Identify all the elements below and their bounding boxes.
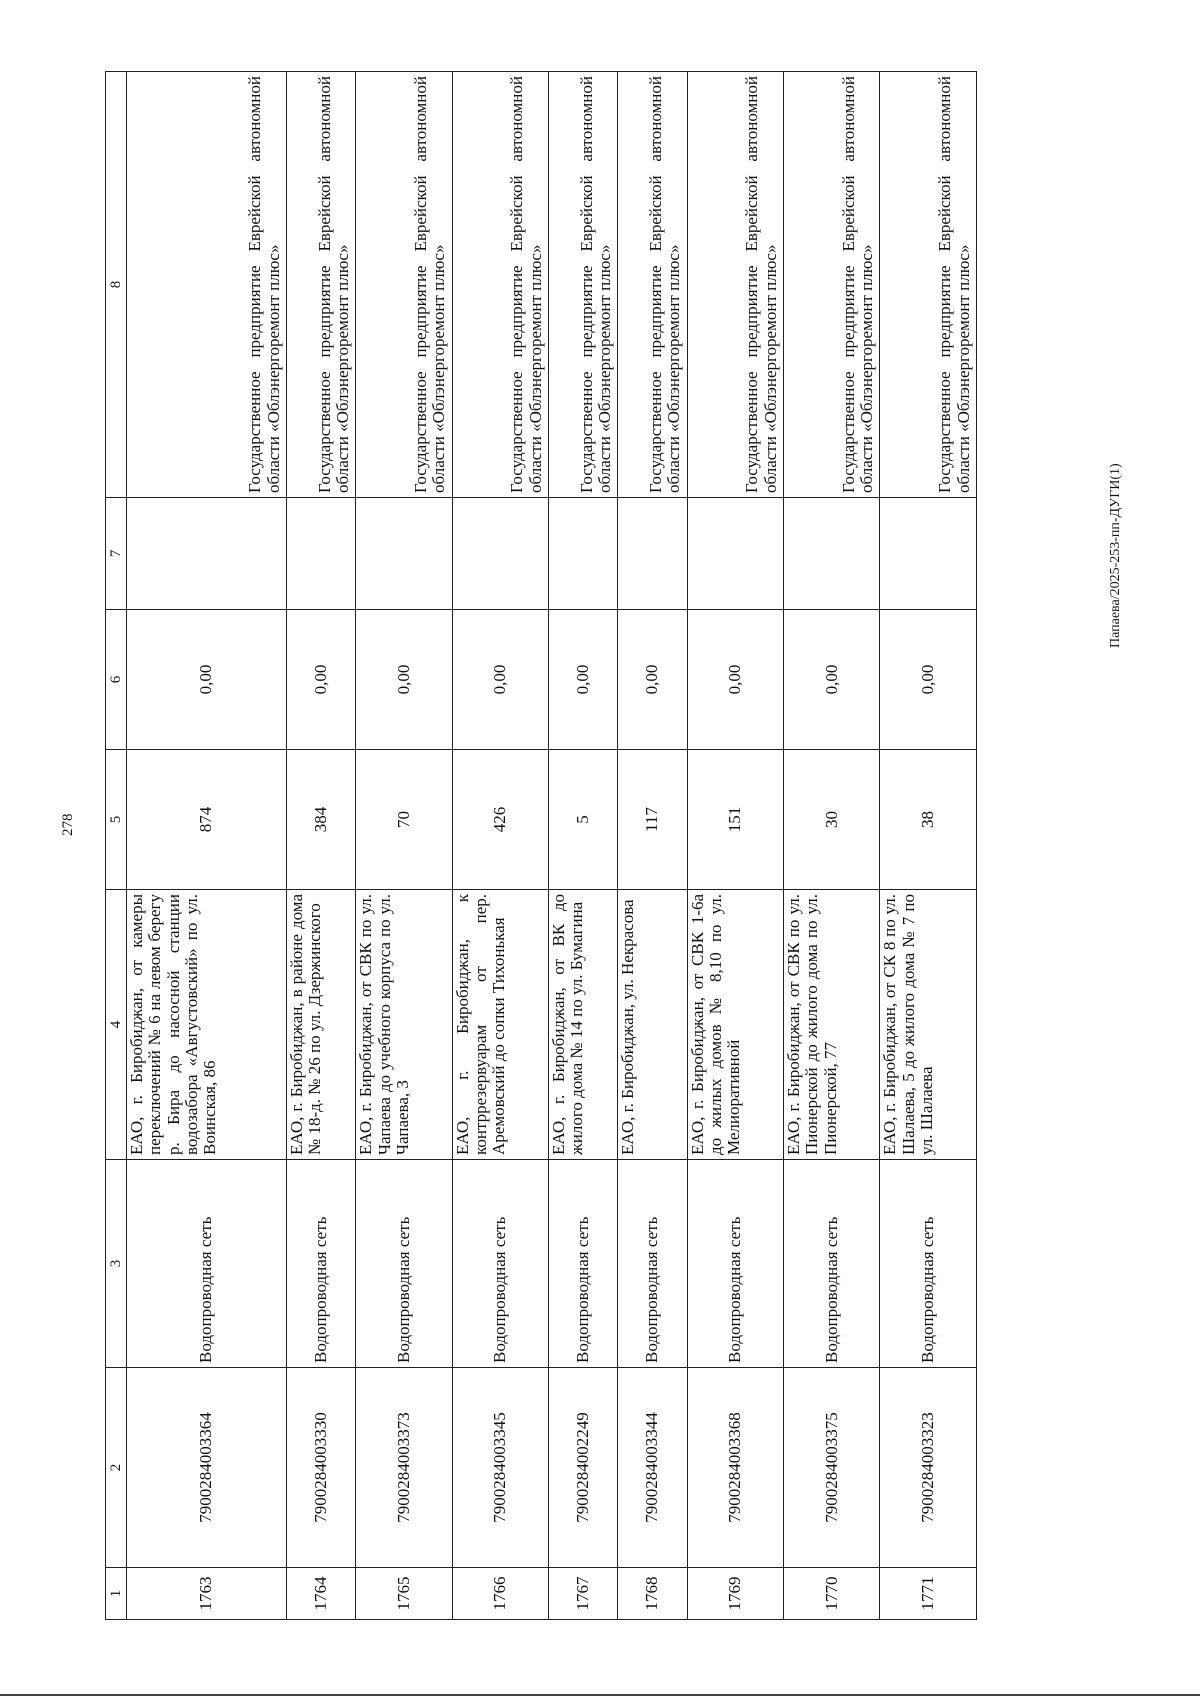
row-col7 [687,498,783,610]
scan-edge-line [0,1694,1200,1696]
row-col7 [127,498,287,610]
table-row [452,72,548,1620]
column-header: 4 [106,890,127,1160]
row-value: 0,00 [549,610,618,750]
row-object-name: Водопроводная сеть [127,1160,287,1368]
row-address: ЕАО, г. Биробиджан, ул. Некрасова [618,890,687,1160]
row-length: 117 [618,750,687,890]
row-owner: Государственное предприятие Еврейской автономной области «Облэнергоремонт плюс» [356,72,452,498]
row-address: ЕАО, г. Биробиджан, от СВК 1-6а до жилых домов № 8,10 по ул. Мелиоративной [687,890,783,1160]
row-owner: Государственное предприятие Еврейской автономной области «Облэнергоремонт плюс» [687,72,783,498]
table-row [549,72,618,1620]
row-value: 0,00 [687,610,783,750]
row-length: 151 [687,750,783,890]
row-owner: Государственное предприятие Еврейской автономной области «Облэнергоремонт плюс» [880,72,977,498]
row-address: ЕАО, г. Биробиджан, от ВК до жилого дома № 14 по ул. Бумагина [549,890,618,1160]
row-code: 7900284003344 [618,1368,687,1568]
row-value: 0,00 [880,610,977,750]
header-row [106,72,127,1620]
column-header: 2 [106,1368,127,1568]
row-owner: Государственное предприятие Еврейской автономной области «Облэнергоремонт плюс» [618,72,687,498]
row-length: 5 [549,750,618,890]
row-number: 1763 [127,1568,287,1620]
row-length: 384 [287,750,356,890]
column-header: 8 [106,72,127,498]
row-code: 7900284003368 [687,1368,783,1568]
row-number: 1764 [287,1568,356,1620]
row-object-name: Водопроводная сеть [452,1160,548,1368]
table-row [287,72,356,1620]
row-value: 0,00 [618,610,687,750]
row-value: 0,00 [452,610,548,750]
row-col7 [356,498,452,610]
row-col7 [452,498,548,610]
row-address: ЕАО, г. Биробиджан, от камеры переключений № 6 на левом берегу р. Бира до насосной станции водозабора «Августовский» по ул. Воинская, 86 [127,890,287,1160]
column-header: 5 [106,750,127,890]
table-row [356,72,452,1620]
row-owner: Государственное предприятие Еврейской автономной области «Облэнергоремонт плюс» [784,72,880,498]
row-length: 874 [127,750,287,890]
row-number: 1770 [784,1568,880,1620]
row-number: 1771 [880,1568,977,1620]
row-object-name: Водопроводная сеть [618,1160,687,1368]
table-row [127,72,287,1620]
row-col7 [549,498,618,610]
column-header: 1 [106,1568,127,1620]
row-owner: Государственное предприятие Еврейской автономной области «Облэнергоремонт плюс» [287,72,356,498]
row-object-name: Водопроводная сеть [549,1160,618,1368]
row-number: 1767 [549,1568,618,1620]
row-address: ЕАО, г. Биробиджан, от СВК по ул. Чапаева до учебного корпуса по ул. Чапаева, 3 [356,890,452,1160]
row-object-name: Водопроводная сеть [784,1160,880,1368]
row-number: 1766 [452,1568,548,1620]
row-code: 7900284003373 [356,1368,452,1568]
row-object-name: Водопроводная сеть [880,1160,977,1368]
register-table [105,71,977,1620]
row-value: 0,00 [127,610,287,750]
row-owner: Государственное предприятие Еврейской автономной области «Облэнергоремонт плюс» [549,72,618,498]
row-code: 7900284003330 [287,1368,356,1568]
row-owner: Государственное предприятие Еврейской автономной области «Облэнергоремонт плюс» [452,72,548,498]
document-reference-note: Папаева/2025-253-пп-ДУГИ(1) [1108,463,1123,648]
row-address: ЕАО, г. Биробиджан, в районе дома № 18-д. № 26 по ул. Дзержинского [287,890,356,1160]
row-number: 1765 [356,1568,452,1620]
row-address: ЕАО, г. Биробиджан, от СВК по ул. Пионерской до жилого дома по ул. Пионерской, 77 [784,890,880,1160]
column-header: 7 [106,498,127,610]
table-row [784,72,880,1620]
row-object-name: Водопроводная сеть [356,1160,452,1368]
row-value: 0,00 [356,610,452,750]
row-object-name: Водопроводная сеть [287,1160,356,1368]
row-length: 38 [880,750,977,890]
table-row [880,72,977,1620]
row-code: 7900284002249 [549,1368,618,1568]
row-code: 790028400З364 [127,1368,287,1568]
row-code: 7900284003345 [452,1368,548,1568]
row-address: ЕАО, г. Биробиджан, от СК 8 по ул. Шалаева, 5 до жилого дома № 7 по ул. Шалаева [880,890,977,1160]
row-col7 [784,498,880,610]
row-number: 1769 [687,1568,783,1620]
row-object-name: Водопроводная сеть [687,1160,783,1368]
column-header: 3 [106,1160,127,1368]
row-value: 0,00 [287,610,356,750]
table-row [618,72,687,1620]
row-owner: Государственное предприятие Еврейской автономной области «Облэнергоремонт плюс» [127,72,287,498]
table-row [687,72,783,1620]
row-value: 0,00 [784,610,880,750]
page-number: 278 [60,813,76,836]
table-body [127,72,977,1620]
register-table-frame [105,72,977,1620]
table-header [106,72,127,1620]
row-col7 [287,498,356,610]
row-address: ЕАО, г. Биробиджан, к контррезервуарам от пер. Аремовский до сопки Тихонькая [452,890,548,1160]
row-length: 426 [452,750,548,890]
row-code: 7900284003375 [784,1368,880,1568]
row-length: 30 [784,750,880,890]
row-number: 1768 [618,1568,687,1620]
row-code: 7900284003323 [880,1368,977,1568]
row-col7 [618,498,687,610]
column-header: 6 [106,610,127,750]
row-col7 [880,498,977,610]
row-length: 70 [356,750,452,890]
